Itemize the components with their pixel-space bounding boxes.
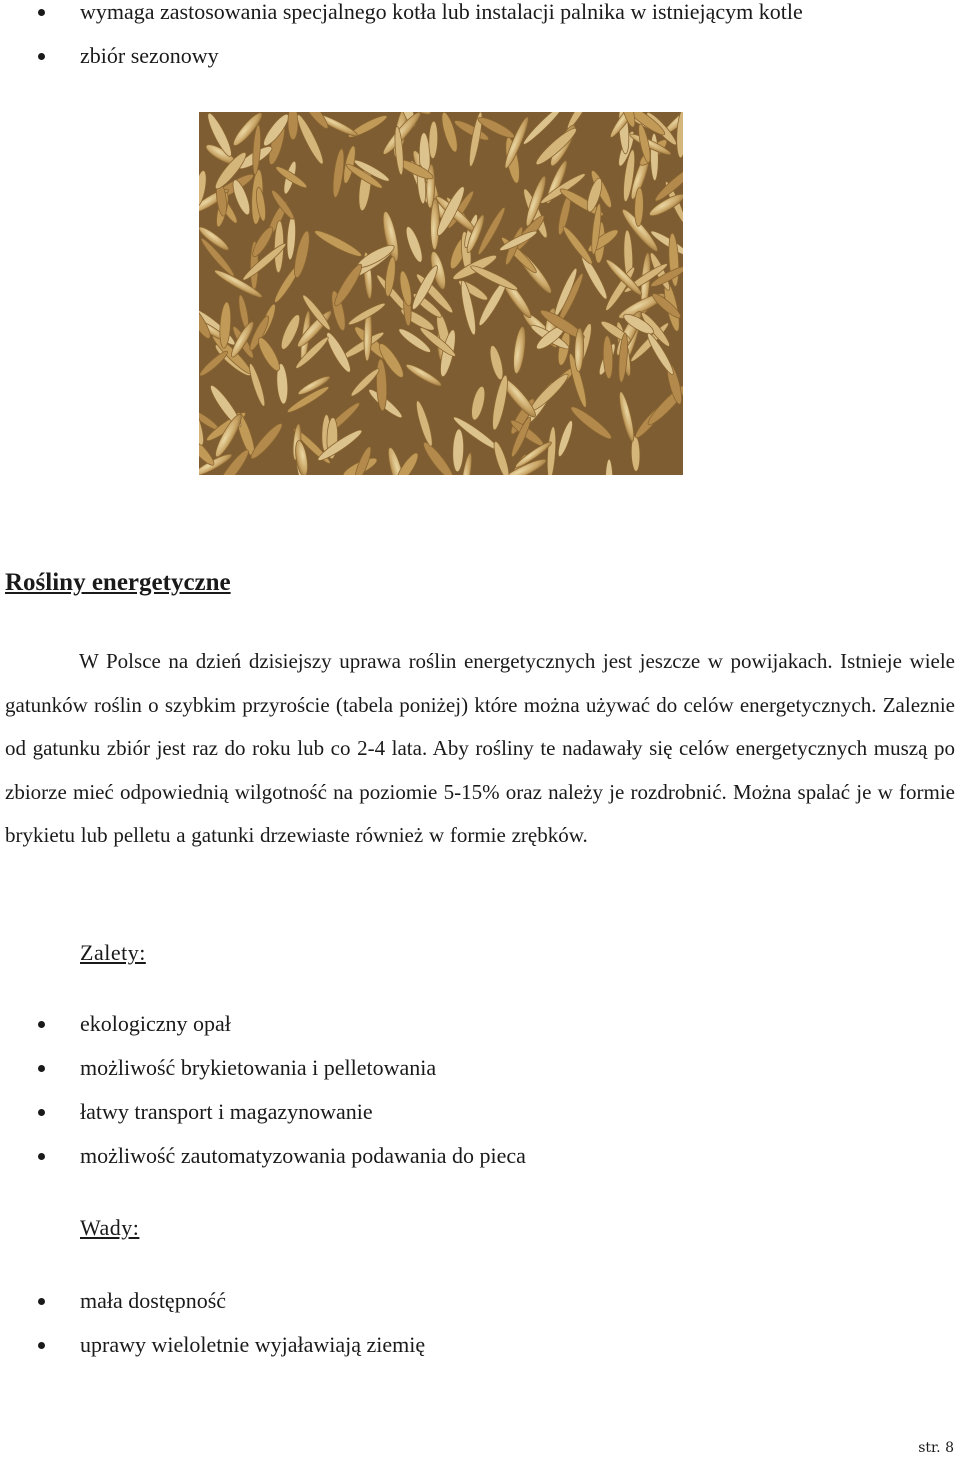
list-item-text: zbiór sezonowy bbox=[80, 43, 219, 68]
list-item-text: ekologiczny opał bbox=[80, 1011, 231, 1036]
advantages-heading: Zalety: bbox=[80, 940, 146, 965]
list-item-text: wymaga zastosowania specjalnego kotła lub instalacji palnika w istniejącym kotle bbox=[80, 0, 803, 24]
bullet-icon bbox=[38, 1065, 45, 1072]
bullet-icon bbox=[38, 9, 45, 16]
disadvantages-heading: Wady: bbox=[80, 1215, 140, 1240]
section-heading: Rośliny energetyczne bbox=[5, 569, 231, 596]
bullet-icon bbox=[38, 1153, 45, 1160]
grain-kernel bbox=[288, 112, 298, 140]
list-item bbox=[0, 1323, 425, 1367]
list-item bbox=[0, 1046, 526, 1090]
list-item-text: mała dostępność bbox=[80, 1288, 227, 1313]
list-item bbox=[0, 34, 803, 78]
list-item bbox=[0, 1002, 526, 1046]
bullet-icon bbox=[38, 53, 45, 60]
list-item bbox=[0, 1134, 526, 1178]
list-item-text: możliwość zautomatyzowania podawania do pieca bbox=[80, 1143, 526, 1168]
advantages-list bbox=[0, 1002, 526, 1178]
list-item-text: łatwy transport i magazynowanie bbox=[80, 1099, 373, 1124]
bullet-icon bbox=[38, 1021, 45, 1028]
list-item bbox=[0, 1090, 526, 1134]
list-item bbox=[0, 1279, 425, 1323]
list-item bbox=[0, 0, 803, 34]
top-bullet-list bbox=[0, 0, 803, 78]
bullet-icon bbox=[38, 1109, 45, 1116]
list-item-text: możliwość brykietowania i pelletowania bbox=[80, 1055, 437, 1080]
list-item-text: uprawy wieloletnie wyjaławiają ziemię bbox=[80, 1332, 426, 1357]
grain-photo bbox=[199, 112, 683, 475]
disadvantages-list bbox=[0, 1279, 425, 1367]
intro-paragraph: W Polsce na dzień dzisiejszy uprawa roślin energetycznych jest jeszcze w powijakach. Istnieje wiele gatunków roślin o szybkim przyroście (tabela poniżej) które można używać do celów energetycznych. Zaleznie od gatunku zbiór jest raz do roku lub co 2-4 lata. Aby rośliny te nadawały się celów energetycznych muszą po zbiorze mieć odpowiednią wilgotność na poziomie 5-15% oraz należy je rozdrobnić. Można spalać je w formie brykietu lub pelletu a gatunki drzewiaste również w formie zrębków. bbox=[5, 649, 955, 848]
bullet-icon bbox=[38, 1298, 45, 1305]
bullet-icon bbox=[38, 1342, 45, 1349]
page-number: str. 8 bbox=[918, 1440, 954, 1456]
